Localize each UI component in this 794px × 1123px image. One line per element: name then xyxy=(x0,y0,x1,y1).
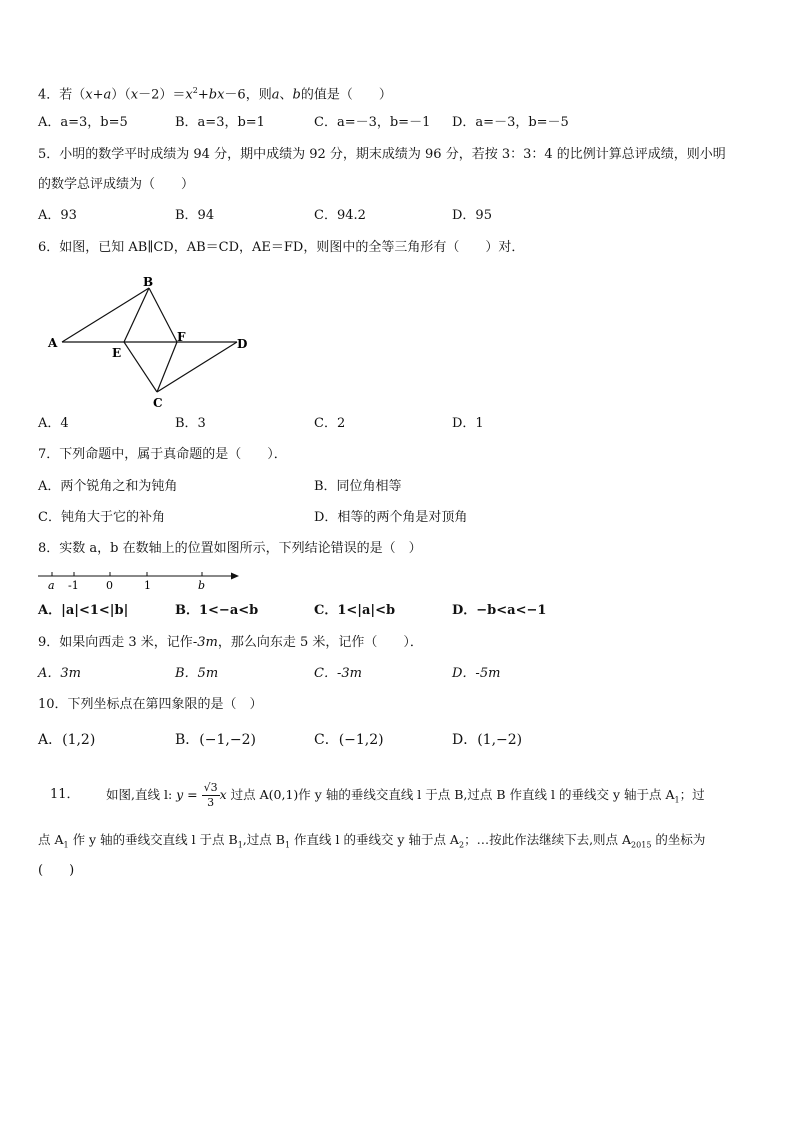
q5-option-a[interactable]: A．93 xyxy=(38,208,77,223)
q7-option-a[interactable]: A．两个锐角之和为钝角 xyxy=(38,479,178,494)
axis-label-a: a xyxy=(48,579,55,592)
q11-answer-bracket: ( ) xyxy=(38,863,75,878)
axis-label-one: 1 xyxy=(144,579,151,592)
q4-option-d[interactable]: D．a=－3，b=－5 xyxy=(452,115,569,130)
q9-option-d[interactable]: D．-5m xyxy=(452,666,501,681)
q5-option-d[interactable]: D．95 xyxy=(452,208,492,223)
axis-label-minus-one: -1 xyxy=(68,579,79,592)
q4-stem: 4．若$(x+a)(x-2)=x^2+bx-6$，则a、b的值是（ ） xyxy=(38,86,392,103)
q11-fraction: $\frac{√3}{3}$ xyxy=(203,781,218,809)
q7-option-c[interactable]: C．钝角大于它的补角 xyxy=(38,510,165,525)
q9-option-a[interactable]: A．3m xyxy=(38,666,81,681)
q10-stem: 10．下列坐标点在第四象限的是（ ） xyxy=(38,697,263,712)
label-e: E xyxy=(112,346,122,360)
label-b: B xyxy=(143,275,154,289)
label-f: F xyxy=(177,330,186,344)
label-a: A xyxy=(48,336,58,350)
q9-option-c[interactable]: C．-3m xyxy=(314,666,362,681)
q6-option-d[interactable]: D．1 xyxy=(452,416,484,431)
q4-option-c[interactable]: C．a=－3，b=－1 xyxy=(314,115,431,130)
label-d: D xyxy=(237,337,248,351)
q4-option-b[interactable]: B．a=3，b=1 xyxy=(175,115,265,130)
q5-option-c[interactable]: C．94.2 xyxy=(314,208,366,223)
q11-stem-line1: 如图,直线 l: y = $\frac{√3}{3}$ x 过点 A(0,1)作 y 轴的垂线交直线 l 于点 B,过点 B 作直线 l 的垂线交 y 轴于点 $A_1$；过 xyxy=(106,781,705,809)
q10-option-d[interactable]: D．(1,−2) xyxy=(452,732,523,748)
q7-option-b[interactable]: B．同位角相等 xyxy=(314,479,402,494)
q4-option-a[interactable]: A．a=3，b=5 xyxy=(38,115,128,130)
q11-stem-line2: 点 $A_1$ 作 y 轴的垂线交直线 l 于点 $B_1$,过点 $B_1$ 作直线 l 的垂线交 y 轴于点 $A_2$；…按此作法继续下去,则点 $A_{2015}$ 的坐标为 xyxy=(38,832,706,850)
q10-option-c[interactable]: C．(−1,2) xyxy=(314,732,384,748)
q9-option-b[interactable]: B．5m xyxy=(175,666,219,681)
q8-option-d[interactable]: D．−b<a<−1 xyxy=(452,603,547,618)
q5-stem-line1: 5．小明的数学平时成绩为 94 分，期中成绩为 92 分，期末成绩为 96 分，若按 3：3：4 的比例计算总评成绩，则小明 xyxy=(38,147,726,162)
q8-option-a[interactable]: A．|a|<1<|b| xyxy=(38,603,129,618)
axis-label-zero: 0 xyxy=(106,579,113,592)
q7-option-d[interactable]: D．相等的两个角是对顶角 xyxy=(314,510,468,525)
q6-option-a[interactable]: A．4 xyxy=(38,416,69,431)
q6-stem: 6．如图，已知 AB∥CD，AB＝CD，AE＝FD，则图中的全等三角形有（ ）对． xyxy=(38,240,525,255)
q7-stem: 7．下列命题中，属于真命题的是（ ）． xyxy=(38,447,287,462)
axis-label-b: b xyxy=(198,579,206,592)
q9-stem: 9．如果向西走 3 米，记作-3m，那么向东走 5 米，记作（ ）． xyxy=(38,635,423,650)
q11-number: 11． xyxy=(50,787,80,802)
q6-option-b[interactable]: B．3 xyxy=(175,416,206,431)
q8-option-b[interactable]: B．1<−a<b xyxy=(175,603,259,618)
q6-option-c[interactable]: C．2 xyxy=(314,416,346,431)
q8-stem: 8．实数 a，b 在数轴上的位置如图所示，下列结论错误的是（ ） xyxy=(38,541,422,556)
q5-stem-line2: 的数学总评成绩为（ ） xyxy=(38,177,195,192)
q8-number-line xyxy=(36,566,246,592)
q8-option-c[interactable]: C．1<|a|<b xyxy=(314,603,396,618)
q10-option-b[interactable]: B．(−1,−2) xyxy=(175,732,256,748)
q6-geometry-figure xyxy=(40,270,260,410)
q10-option-a[interactable]: A．(1,2) xyxy=(38,732,96,748)
q5-option-b[interactable]: B．94 xyxy=(175,208,215,223)
label-c: C xyxy=(153,396,163,410)
